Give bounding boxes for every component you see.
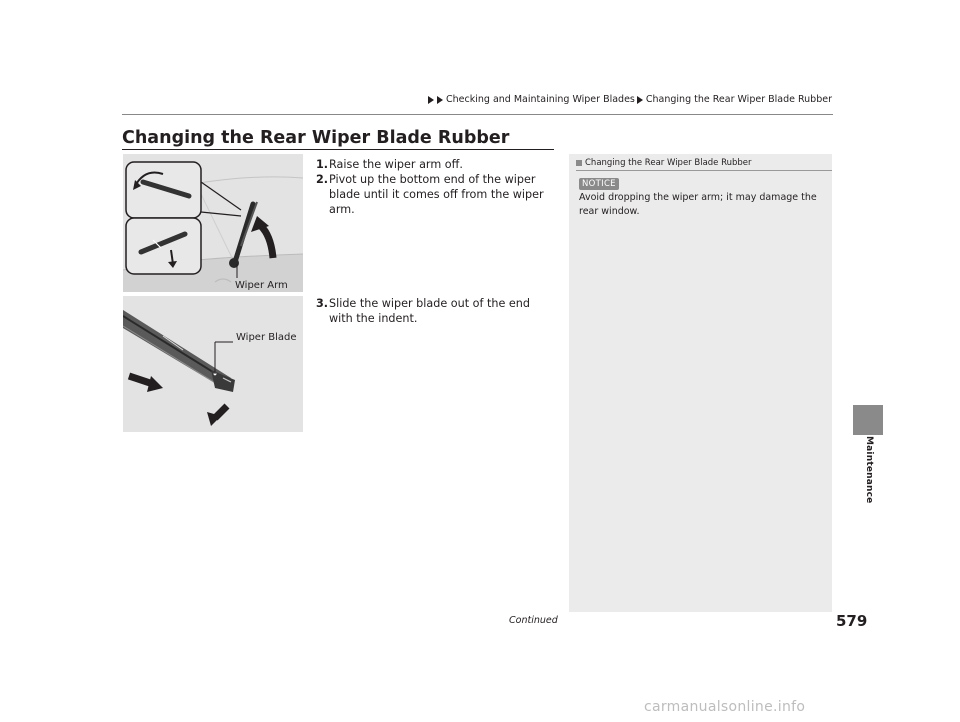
section-label-text: Maintenance: [864, 436, 874, 504]
continued-note: Continued: [509, 615, 558, 626]
arrow-icon: [428, 96, 434, 104]
notice-text: Avoid dropping the wiper arm; it may damage the rear window.: [579, 192, 817, 217]
page-title: Changing the Rear Wiper Blade Rubber: [122, 128, 510, 148]
step-item: [316, 296, 554, 326]
page-number: 579: [836, 612, 868, 630]
watermark: carmanualsonline.info: [644, 699, 806, 715]
step-number: 1.: [316, 158, 329, 171]
step-text: Raise the wiper arm off.: [329, 158, 463, 171]
sidebox-divider: [576, 170, 832, 171]
breadcrumb-item[interactable]: Changing the Rear Wiper Blade Rubber: [645, 94, 832, 105]
wiper-blade-illustration: [123, 296, 303, 432]
breadcrumb-item[interactable]: Checking and Maintaining Wiper Blades: [446, 94, 635, 105]
steps-group-2: [316, 296, 554, 326]
sidebox-heading: [576, 158, 752, 168]
wiper-arm-illustration: [123, 154, 303, 292]
arrow-icon: [437, 96, 443, 104]
section-label: [863, 436, 875, 506]
notice-sidebox: [569, 154, 832, 612]
sidebox-heading-text[interactable]: Changing the Rear Wiper Blade Rubber: [585, 158, 752, 168]
header-divider: [122, 114, 833, 115]
steps-group-1: [316, 157, 554, 217]
step-text: Pivot up the bottom end of the wiper blade until it comes off from the wiper arm.: [329, 173, 544, 216]
arrow-icon: [637, 96, 643, 104]
title-divider: [122, 149, 554, 150]
section-tab[interactable]: [853, 405, 883, 435]
step-item: [316, 172, 554, 217]
step-number: 2.: [316, 173, 329, 186]
step-item: [316, 157, 554, 172]
notice-badge: NOTICE: [579, 178, 619, 190]
reference-icon: [576, 160, 582, 166]
step-number: 3.: [316, 297, 329, 310]
breadcrumb: [428, 94, 832, 105]
step-text: Slide the wiper blade out of the end with the indent.: [329, 297, 530, 325]
wiper-arm-label: Wiper Arm: [235, 280, 288, 291]
wiper-blade-label: Wiper Blade: [236, 332, 297, 343]
